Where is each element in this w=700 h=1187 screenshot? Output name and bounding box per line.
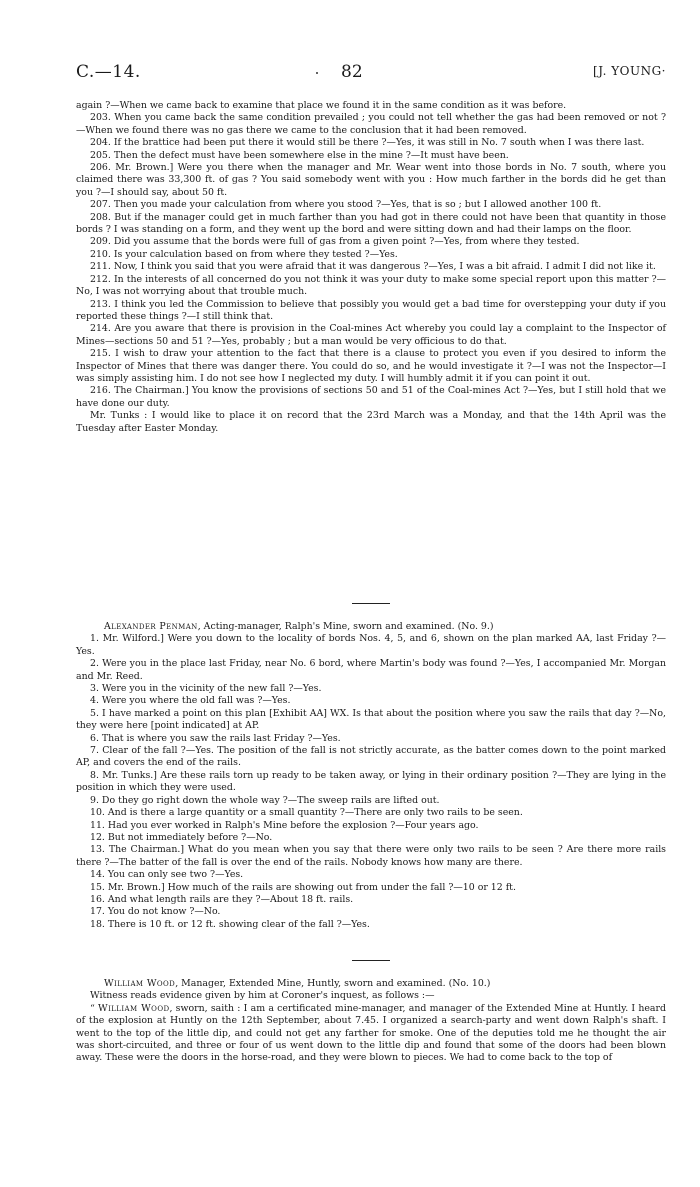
paragraph: 4. Were you where the old fall was ?—Yes. (90, 695, 291, 707)
section-wood-evidence (76, 974, 666, 1065)
witness-name: William Wood (104, 978, 176, 989)
paragraph: 8. Mr. Tunks.] Are these rails torn up ready to be taken away, or lying in their ordinary position ?—They are lying in the position in which they were used. (76, 769, 666, 794)
paragraph: 5. I have marked a point on this plan [Exhibit AA] WX. Is that about the position where you saw the rails that day ?—No, they were here [point indicated] at AP. (76, 707, 666, 732)
inquest-quote: “ William Wood, sworn, saith : I am a certificated mine-manager, and manager of the Extended Mine at Huntly. I heard of the explosion at Huntly on the 12th September, about 7.45. I organized a search-party and went down Ralph's shaft. I went to the top of the little dip, and could not get any farther for smoke. One of the deputies told me he thought the air was short-circuited, and three or four of us went down to the little dip and found that some of the doors had been blown away. These were the doors in the horse-road, and they were blown to pieces. We had to come back to the top of (76, 1002, 666, 1064)
paragraph: 210. Is your calculation based on from where they tested ?—Yes. (90, 248, 398, 260)
witness-heading (76, 621, 666, 633)
paragraph: 205. Then the defect must have been somewhere else in the mine ?—It must have been. (90, 149, 509, 161)
paragraph: 14. You can only see two ?—Yes. (90, 869, 244, 881)
paragraph: 16. And what length rails are they ?—About 18 ft. rails. (90, 893, 354, 905)
paragraph: 211. Now, I think you said that you were afraid that it was dangerous ?—Yes, I was a bit afraid. I admit I did not like it. (90, 261, 656, 273)
page-number: 82 (341, 62, 363, 82)
paragraph: 13. The Chairman.] What do you mean when you say that there were only two rails to be seen ? Are there more rails there ?—The batter of the fall is over the end of the rails. Nobody knows how many are there. (76, 844, 666, 868)
section-divider (352, 960, 390, 961)
paragraph: 214. Are you aware that there is provision in the Coal-mines Act whereby you could lay a complaint to the Inspector of Mines—sections 50 and 51 ?—Yes, probably ; but a man would be very officious to do that. (76, 323, 666, 347)
witness-heading-rest: , Manager, Extended Mine, Huntly, sworn and examined. (No. 10.) (175, 978, 491, 989)
paragraph: 7. Clear of the fall ?—Yes. The position of the fall is not strictly accurate, as the batter comes down to the point marked AP, and covers the end of the rails. (76, 745, 666, 769)
paragraph: 209. Did you assume that the bords were full of gas from a given point ?—Yes, from where they tested. (90, 236, 580, 248)
paragraph: again ?—When we came back to examine that place we found it in the same condition as it was before. (76, 100, 567, 111)
paragraph: 17. You do not know ?—No. (90, 906, 221, 918)
witness-heading-rest: , Acting-manager, Ralph's Mine, sworn and examined. (No. 9.) (197, 621, 494, 632)
paragraph: 216. The Chairman.] You know the provisions of sections 50 and 51 of the Coal-mines Act ?—Yes, but I still hold that we have done our duty. (76, 385, 666, 409)
paragraph: 206. Mr. Brown.] Were you there when the manager and Mr. Wear went into those bords in No. 7 south, where you claimed there was 33,300 ft. of gas ? You said somebody went with you : How much farther in the bords did he get than you ?—I should say, about 50 ft. (76, 162, 666, 198)
paragraph: 6. That is where you saw the rails last Friday ?—Yes. (90, 732, 341, 744)
paragraph: 12. But not immediately before ?—No. (90, 831, 273, 843)
page-header (76, 62, 666, 88)
paragraph: 215. I wish to draw your attention to the fact that there is a clause to protect you even if you desired to inform the Inspector of Mines that there was danger there. You could do so, and he would investigate it ?—I was not the Inspector—I was simply assisting him. I do not see how I neglected my duty. I will humbly admit it if you can point it out. (76, 348, 666, 384)
quote-text: , sworn, saith : I am a certificated mine-manager, and manager of the Extended Mine at Huntly. I heard of the explosion at Huntly on the 12th September, about 7.45. I organized a search-party and went down Ralph's shaft. I went to the top of the little dip, and could not get any farther for smoke. One of the deputies told me he thought the air was short-circuited, and three or four of us went down to the little dip and found that some of the doors had been blown away. These were the doors in the horse-road, and they were blown to pieces. We had to come back to the top of (76, 1002, 666, 1064)
paragraph: 1. Mr. Wilford.] Were you down to the locality of bords Nos. 4, 5, and 6, shown on the plan marked AA, last Friday ?—Yes. (76, 633, 666, 657)
paragraph: 11. Had you ever worked in Ralph's Mine before the explosion ?—Four years ago. (90, 819, 479, 831)
paragraph: 213. I think you led the Commission to believe that possibly you would get a bad time for overstepping your duty if you reported these things ?—I still think that. (76, 298, 666, 322)
section-young-evidence (76, 100, 666, 435)
witness-running-head: [J. YOUNG· (593, 64, 666, 78)
header-dot (316, 72, 318, 74)
document-code: C.—14. (76, 62, 141, 82)
paragraph: 15. Mr. Brown.] How much of the rails are showing out from under the fall ?—10 or 12 ft. (90, 881, 516, 893)
paragraph: 203. When you came back the same condition prevailed ; you could not tell whether the gas had been removed or not ?—When we found there was no gas there we came to the conclusion that it had been removed. (76, 112, 666, 136)
paragraph: 9. Do they go right down the whole way ?—The sweep rails are lifted out. (90, 794, 440, 806)
section-penman-evidence (76, 617, 666, 931)
paragraph: 10. And is there a large quantity or a small quantity ?—There are only two rails to be seen. (90, 807, 523, 819)
document-page (76, 62, 666, 1064)
paragraph: 208. But if the manager could get in much farther than you had got in there could not have been that quantity in those bords ? I was standing on a form, and they went up the bord and were sitting down and had their lamps on the floor. (76, 211, 666, 236)
paragraph: 212. In the interests of all concerned do you not think it was your duty to make some special report upon this matter ?—No, I was not worrying about that trouble much. (76, 273, 666, 298)
witness-heading (76, 978, 666, 990)
paragraph: 2. Were you in the place last Friday, near No. 6 bord, where Martin's body was found ?—Yes, I accompanied Mr. Morgan and Mr. Reed. (76, 658, 666, 682)
witness-name: Alexander Penman (104, 621, 198, 632)
paragraph: 207. Then you made your calculation from where you stood ?—Yes, that is so ; but I allowed another 100 ft. (90, 199, 602, 211)
quote-witness-name: William Wood (98, 1002, 170, 1014)
paragraph: 18. There is 10 ft. or 12 ft. showing clear of the fall ?—Yes. (90, 918, 370, 930)
paragraph: 3. Were you in the vicinity of the new fall ?—Yes. (90, 683, 322, 695)
paragraph: Mr. Tunks : I would like to place it on record that the 23rd March was a Monday, and that the 14th April was the Tuesday after Easter Monday. (76, 410, 666, 434)
witness-reads-line: Witness reads evidence given by him at Coroner's inquest, as follows :— (90, 990, 435, 1002)
section-divider (352, 603, 390, 604)
paragraph: 204. If the brattice had been put there it would still be there ?—Yes, it was still in No. 7 south when I was there last. (90, 137, 645, 149)
